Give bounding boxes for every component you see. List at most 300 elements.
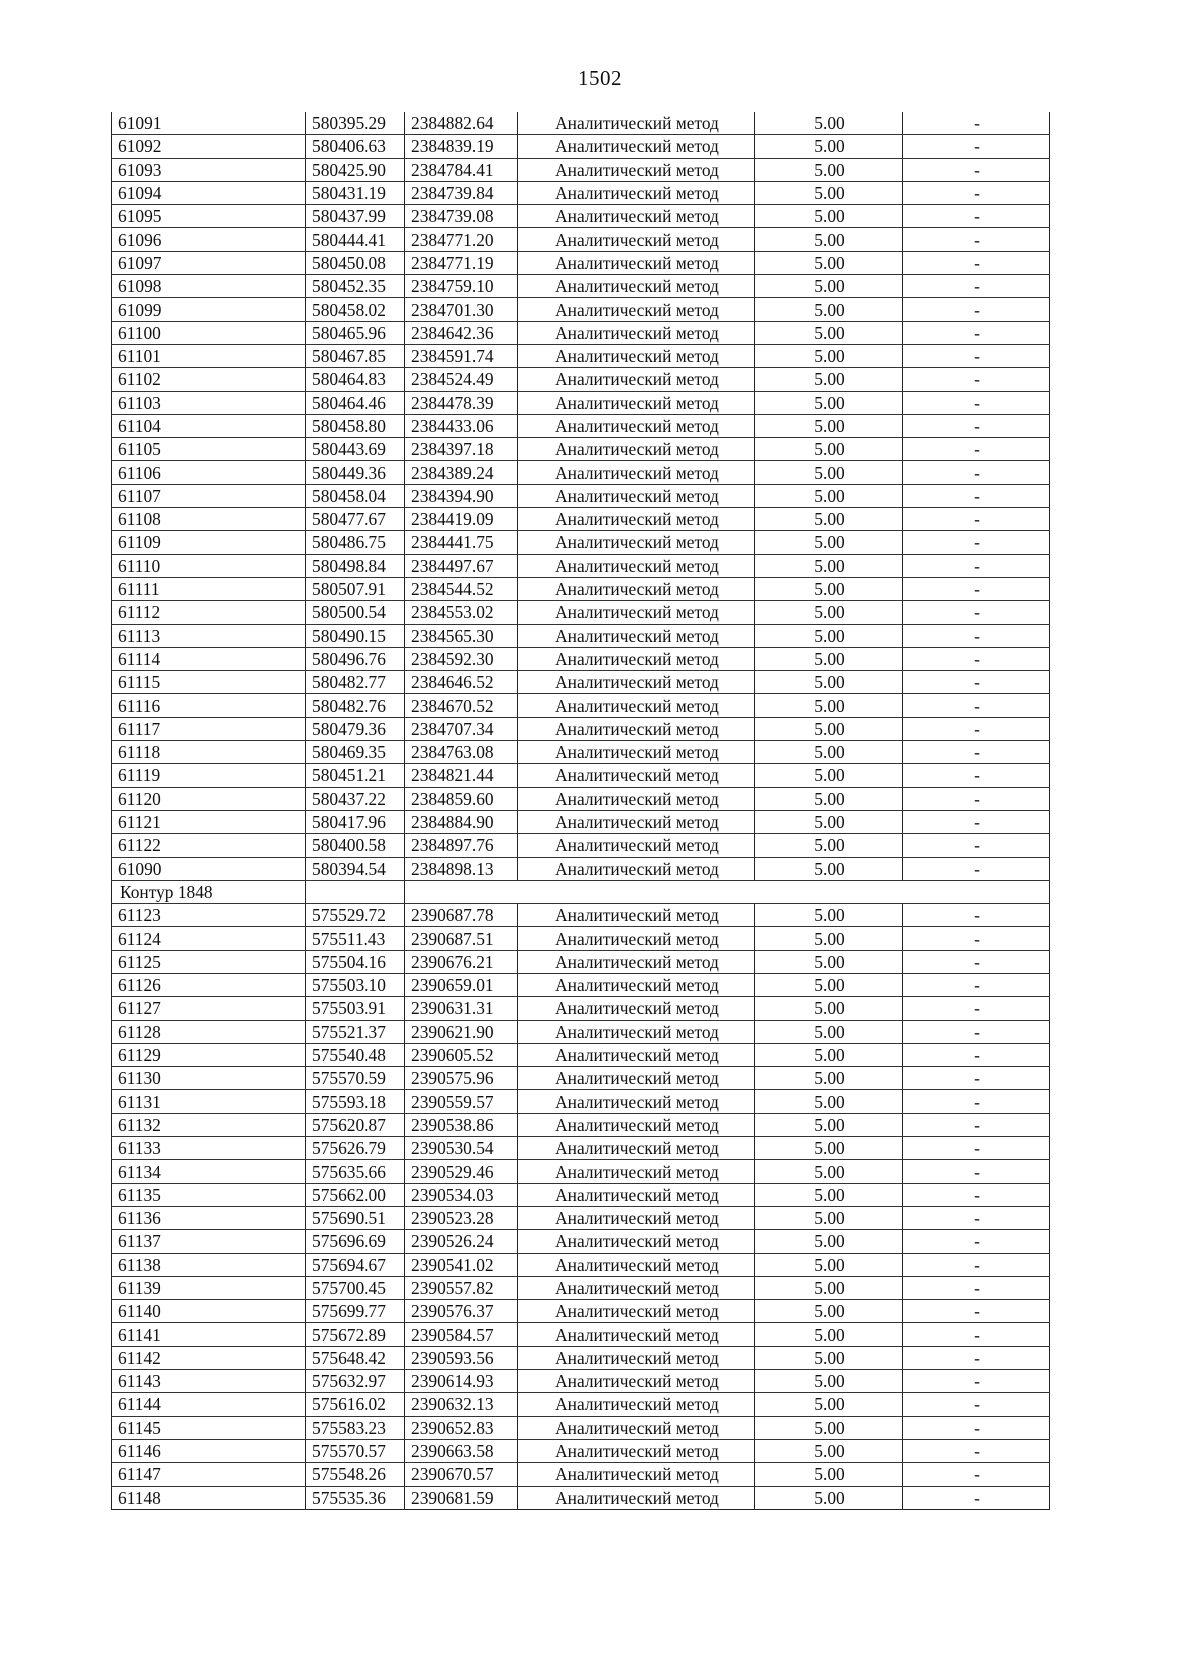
x-coordinate-cell: 580490.15 [306,624,405,647]
y-coordinate-cell: 2390530.54 [405,1137,518,1160]
note-cell: - [903,1253,1050,1276]
y-coordinate-cell: 2384884.90 [405,810,518,833]
method-cell: Аналитический метод [518,1370,755,1393]
x-coordinate-cell: 575694.67 [306,1253,405,1276]
note-cell: - [903,601,1050,624]
table-row [112,1183,1050,1206]
point-id-cell: 61147 [112,1463,306,1486]
note-cell: - [903,694,1050,717]
y-coordinate-cell: 2390529.46 [405,1160,518,1183]
x-coordinate-cell: 575626.79 [306,1137,405,1160]
accuracy-cell: 5.00 [755,275,903,298]
y-coordinate-cell: 2390575.96 [405,1067,518,1090]
table-row [112,461,1050,484]
method-cell: Аналитический метод [518,554,755,577]
table-row [112,647,1050,670]
point-id-cell: 61139 [112,1276,306,1299]
y-coordinate-cell: 2384771.20 [405,228,518,251]
x-coordinate-cell: 575570.57 [306,1439,405,1462]
x-coordinate-cell: 580467.85 [306,344,405,367]
section-row [112,880,1050,903]
accuracy-cell: 5.00 [755,904,903,927]
accuracy-cell: 5.00 [755,368,903,391]
point-id-cell: 61103 [112,391,306,414]
accuracy-cell: 5.00 [755,741,903,764]
point-id-cell: 61134 [112,1160,306,1183]
point-id-cell: 61121 [112,810,306,833]
x-coordinate-cell: 580451.21 [306,764,405,787]
accuracy-cell: 5.00 [755,1393,903,1416]
accuracy-cell: 5.00 [755,484,903,507]
x-coordinate-cell: 575690.51 [306,1206,405,1229]
table-row [112,1393,1050,1416]
y-coordinate-cell: 2390663.58 [405,1439,518,1462]
table-row [112,764,1050,787]
method-cell: Аналитический метод [518,1463,755,1486]
table-row [112,1276,1050,1299]
method-cell: Аналитический метод [518,741,755,764]
method-cell: Аналитический метод [518,1300,755,1323]
accuracy-cell: 5.00 [755,321,903,344]
point-id-cell: 61145 [112,1416,306,1439]
x-coordinate-cell: 575662.00 [306,1183,405,1206]
accuracy-cell: 5.00 [755,624,903,647]
method-cell: Аналитический метод [518,251,755,274]
note-cell: - [903,904,1050,927]
x-coordinate-cell: 575529.72 [306,904,405,927]
table-row [112,1137,1050,1160]
y-coordinate-cell: 2390541.02 [405,1253,518,1276]
point-id-cell: 61120 [112,787,306,810]
note-cell: - [903,1416,1050,1439]
point-id-cell: 61094 [112,181,306,204]
point-id-cell: 61100 [112,321,306,344]
note-cell: - [903,251,1050,274]
note-cell: - [903,1020,1050,1043]
note-cell: - [903,577,1050,600]
point-id-cell: 61098 [112,275,306,298]
note-cell: - [903,438,1050,461]
note-cell: - [903,112,1050,135]
y-coordinate-cell: 2384882.64 [405,112,518,135]
method-cell: Аналитический метод [518,1393,755,1416]
table-row [112,1067,1050,1090]
table-row [112,1020,1050,1043]
point-id-cell: 61143 [112,1370,306,1393]
x-coordinate-cell: 575548.26 [306,1463,405,1486]
note-cell: - [903,927,1050,950]
point-id-cell: 61144 [112,1393,306,1416]
x-coordinate-cell: 575511.43 [306,927,405,950]
accuracy-cell: 5.00 [755,1346,903,1369]
y-coordinate-cell: 2390557.82 [405,1276,518,1299]
x-coordinate-cell: 580486.75 [306,531,405,554]
method-cell: Аналитический метод [518,181,755,204]
empty-cell [306,880,405,903]
accuracy-cell: 5.00 [755,950,903,973]
x-coordinate-cell: 580449.36 [306,461,405,484]
accuracy-cell: 5.00 [755,1323,903,1346]
method-cell: Аналитический метод [518,1439,755,1462]
page-number: 1502 [578,66,622,90]
method-cell: Аналитический метод [518,135,755,158]
x-coordinate-cell: 580431.19 [306,181,405,204]
y-coordinate-cell: 2390614.93 [405,1370,518,1393]
note-cell: - [903,1090,1050,1113]
table-row [112,834,1050,857]
note-cell: - [903,275,1050,298]
method-cell: Аналитический метод [518,950,755,973]
y-coordinate-cell: 2384565.30 [405,624,518,647]
y-coordinate-cell: 2390652.83 [405,1416,518,1439]
point-id-cell: 61107 [112,484,306,507]
y-coordinate-cell: 2384441.75 [405,531,518,554]
x-coordinate-cell: 580458.04 [306,484,405,507]
note-cell: - [903,1323,1050,1346]
table-row [112,671,1050,694]
x-coordinate-cell: 580443.69 [306,438,405,461]
note-cell: - [903,298,1050,321]
point-id-cell: 61099 [112,298,306,321]
y-coordinate-cell: 2390631.31 [405,997,518,1020]
table-row [112,1230,1050,1253]
x-coordinate-cell: 575504.16 [306,950,405,973]
accuracy-cell: 5.00 [755,857,903,880]
method-cell: Аналитический метод [518,321,755,344]
accuracy-cell: 5.00 [755,1463,903,1486]
method-cell: Аналитический метод [518,834,755,857]
x-coordinate-cell: 575503.91 [306,997,405,1020]
method-cell: Аналитический метод [518,1206,755,1229]
y-coordinate-cell: 2384497.67 [405,554,518,577]
note-cell: - [903,414,1050,437]
accuracy-cell: 5.00 [755,1439,903,1462]
accuracy-cell: 5.00 [755,158,903,181]
table-row [112,1043,1050,1066]
table-row [112,741,1050,764]
accuracy-cell: 5.00 [755,414,903,437]
x-coordinate-cell: 575635.66 [306,1160,405,1183]
x-coordinate-cell: 580450.08 [306,251,405,274]
table-row [112,298,1050,321]
accuracy-cell: 5.00 [755,391,903,414]
x-coordinate-cell: 580394.54 [306,857,405,880]
table-row [112,787,1050,810]
table-row [112,1090,1050,1113]
y-coordinate-cell: 2390605.52 [405,1043,518,1066]
y-coordinate-cell: 2384389.24 [405,461,518,484]
point-id-cell: 61133 [112,1137,306,1160]
point-id-cell: 61092 [112,135,306,158]
point-id-cell: 61123 [112,904,306,927]
y-coordinate-cell: 2384897.76 [405,834,518,857]
x-coordinate-cell: 580444.41 [306,228,405,251]
y-coordinate-cell: 2390523.28 [405,1206,518,1229]
y-coordinate-cell: 2384839.19 [405,135,518,158]
x-coordinate-cell: 580482.76 [306,694,405,717]
note-cell: - [903,1276,1050,1299]
point-id-cell: 61111 [112,577,306,600]
point-id-cell: 61090 [112,857,306,880]
y-coordinate-cell: 2384701.30 [405,298,518,321]
x-coordinate-cell: 575503.10 [306,973,405,996]
point-id-cell: 61115 [112,671,306,694]
note-cell: - [903,158,1050,181]
note-cell: - [903,368,1050,391]
accuracy-cell: 5.00 [755,1137,903,1160]
point-id-cell: 61148 [112,1486,306,1509]
y-coordinate-cell: 2390659.01 [405,973,518,996]
table-row [112,927,1050,950]
note-cell: - [903,624,1050,647]
y-coordinate-cell: 2390526.24 [405,1230,518,1253]
y-coordinate-cell: 2384670.52 [405,694,518,717]
accuracy-cell: 5.00 [755,508,903,531]
table-row [112,368,1050,391]
accuracy-cell: 5.00 [755,1416,903,1439]
note-cell: - [903,1067,1050,1090]
x-coordinate-cell: 580425.90 [306,158,405,181]
y-coordinate-cell: 2390559.57 [405,1090,518,1113]
method-cell: Аналитический метод [518,1230,755,1253]
y-coordinate-cell: 2384859.60 [405,787,518,810]
x-coordinate-cell: 580400.58 [306,834,405,857]
method-cell: Аналитический метод [518,904,755,927]
y-coordinate-cell: 2384642.36 [405,321,518,344]
note-cell: - [903,671,1050,694]
point-id-cell: 61113 [112,624,306,647]
note-cell: - [903,857,1050,880]
note-cell: - [903,1183,1050,1206]
table-row [112,624,1050,647]
accuracy-cell: 5.00 [755,1090,903,1113]
note-cell: - [903,181,1050,204]
y-coordinate-cell: 2390632.13 [405,1393,518,1416]
table-row [112,997,1050,1020]
x-coordinate-cell: 580496.76 [306,647,405,670]
table-row [112,112,1050,135]
x-coordinate-cell: 575593.18 [306,1090,405,1113]
note-cell: - [903,461,1050,484]
method-cell: Аналитический метод [518,717,755,740]
point-id-cell: 61141 [112,1323,306,1346]
table-row [112,228,1050,251]
x-coordinate-cell: 575632.97 [306,1370,405,1393]
method-cell: Аналитический метод [518,275,755,298]
accuracy-cell: 5.00 [755,717,903,740]
y-coordinate-cell: 2384739.84 [405,181,518,204]
point-id-cell: 61127 [112,997,306,1020]
method-cell: Аналитический метод [518,1113,755,1136]
table-row [112,275,1050,298]
accuracy-cell: 5.00 [755,577,903,600]
table-row [112,810,1050,833]
note-cell: - [903,1113,1050,1136]
table-row [112,508,1050,531]
method-cell: Аналитический метод [518,973,755,996]
table-row [112,1463,1050,1486]
y-coordinate-cell: 2390687.78 [405,904,518,927]
point-id-cell: 61140 [112,1300,306,1323]
note-cell: - [903,205,1050,228]
point-id-cell: 61102 [112,368,306,391]
method-cell: Аналитический метод [518,1090,755,1113]
x-coordinate-cell: 580498.84 [306,554,405,577]
accuracy-cell: 5.00 [755,834,903,857]
point-id-cell: 61112 [112,601,306,624]
x-coordinate-cell: 575696.69 [306,1230,405,1253]
accuracy-cell: 5.00 [755,1253,903,1276]
y-coordinate-cell: 2384544.52 [405,577,518,600]
x-coordinate-cell: 575616.02 [306,1393,405,1416]
x-coordinate-cell: 575700.45 [306,1276,405,1299]
accuracy-cell: 5.00 [755,1206,903,1229]
accuracy-cell: 5.00 [755,694,903,717]
table-row [112,1439,1050,1462]
y-coordinate-cell: 2384397.18 [405,438,518,461]
y-coordinate-cell: 2384739.08 [405,205,518,228]
method-cell: Аналитический метод [518,764,755,787]
y-coordinate-cell: 2390670.57 [405,1463,518,1486]
table-row [112,414,1050,437]
accuracy-cell: 5.00 [755,1183,903,1206]
point-id-cell: 61131 [112,1090,306,1113]
y-coordinate-cell: 2384646.52 [405,671,518,694]
y-coordinate-cell: 2390687.51 [405,927,518,950]
method-cell: Аналитический метод [518,158,755,181]
method-cell: Аналитический метод [518,1323,755,1346]
y-coordinate-cell: 2384707.34 [405,717,518,740]
note-cell: - [903,554,1050,577]
accuracy-cell: 5.00 [755,1370,903,1393]
point-id-cell: 61118 [112,741,306,764]
y-coordinate-cell: 2390538.86 [405,1113,518,1136]
point-id-cell: 61125 [112,950,306,973]
table-row [112,950,1050,973]
y-coordinate-cell: 2384771.19 [405,251,518,274]
note-cell: - [903,950,1050,973]
accuracy-cell: 5.00 [755,1067,903,1090]
table-row [112,438,1050,461]
accuracy-cell: 5.00 [755,1020,903,1043]
point-id-cell: 61096 [112,228,306,251]
table-row [112,158,1050,181]
accuracy-cell: 5.00 [755,438,903,461]
point-id-cell: 61105 [112,438,306,461]
method-cell: Аналитический метод [518,228,755,251]
y-coordinate-cell: 2390676.21 [405,950,518,973]
x-coordinate-cell: 575648.42 [306,1346,405,1369]
note-cell: - [903,344,1050,367]
method-cell: Аналитический метод [518,647,755,670]
x-coordinate-cell: 580477.67 [306,508,405,531]
accuracy-cell: 5.00 [755,531,903,554]
x-coordinate-cell: 580465.96 [306,321,405,344]
method-cell: Аналитический метод [518,694,755,717]
accuracy-cell: 5.00 [755,927,903,950]
note-cell: - [903,647,1050,670]
accuracy-cell: 5.00 [755,764,903,787]
y-coordinate-cell: 2384821.44 [405,764,518,787]
accuracy-cell: 5.00 [755,973,903,996]
method-cell: Аналитический метод [518,1183,755,1206]
point-id-cell: 61138 [112,1253,306,1276]
accuracy-cell: 5.00 [755,1043,903,1066]
y-coordinate-cell: 2390593.56 [405,1346,518,1369]
x-coordinate-cell: 580417.96 [306,810,405,833]
point-id-cell: 61095 [112,205,306,228]
note-cell: - [903,531,1050,554]
coordinates-table [111,112,1050,1510]
method-cell: Аналитический метод [518,577,755,600]
accuracy-cell: 5.00 [755,205,903,228]
method-cell: Аналитический метод [518,857,755,880]
table-row [112,135,1050,158]
y-coordinate-cell: 2390621.90 [405,1020,518,1043]
point-id-cell: 61110 [112,554,306,577]
note-cell: - [903,1043,1050,1066]
point-id-cell: 61142 [112,1346,306,1369]
point-id-cell: 61130 [112,1067,306,1090]
note-cell: - [903,1393,1050,1416]
y-coordinate-cell: 2390681.59 [405,1486,518,1509]
method-cell: Аналитический метод [518,1276,755,1299]
note-cell: - [903,834,1050,857]
note-cell: - [903,1486,1050,1509]
point-id-cell: 61124 [112,927,306,950]
point-id-cell: 61119 [112,764,306,787]
table-row [112,391,1050,414]
table-row [112,1206,1050,1229]
table-row [112,577,1050,600]
x-coordinate-cell: 580464.46 [306,391,405,414]
table-row [112,251,1050,274]
table-row [112,1323,1050,1346]
accuracy-cell: 5.00 [755,251,903,274]
table-row [112,531,1050,554]
point-id-cell: 61117 [112,717,306,740]
point-id-cell: 61128 [112,1020,306,1043]
table-row [112,973,1050,996]
method-cell: Аналитический метод [518,368,755,391]
x-coordinate-cell: 580452.35 [306,275,405,298]
y-coordinate-cell: 2390576.37 [405,1300,518,1323]
method-cell: Аналитический метод [518,344,755,367]
table-row [112,601,1050,624]
x-coordinate-cell: 580458.02 [306,298,405,321]
x-coordinate-cell: 575583.23 [306,1416,405,1439]
y-coordinate-cell: 2384592.30 [405,647,518,670]
y-coordinate-cell: 2384394.90 [405,484,518,507]
accuracy-cell: 5.00 [755,787,903,810]
accuracy-cell: 5.00 [755,181,903,204]
x-coordinate-cell: 575535.36 [306,1486,405,1509]
method-cell: Аналитический метод [518,810,755,833]
method-cell: Аналитический метод [518,391,755,414]
y-coordinate-cell: 2390534.03 [405,1183,518,1206]
note-cell: - [903,810,1050,833]
method-cell: Аналитический метод [518,414,755,437]
coordinates-table-body [112,112,1050,1509]
method-cell: Аналитический метод [518,1137,755,1160]
method-cell: Аналитический метод [518,112,755,135]
point-id-cell: 61122 [112,834,306,857]
note-cell: - [903,764,1050,787]
table-row [112,1253,1050,1276]
method-cell: Аналитический метод [518,671,755,694]
method-cell: Аналитический метод [518,1067,755,1090]
point-id-cell: 61114 [112,647,306,670]
